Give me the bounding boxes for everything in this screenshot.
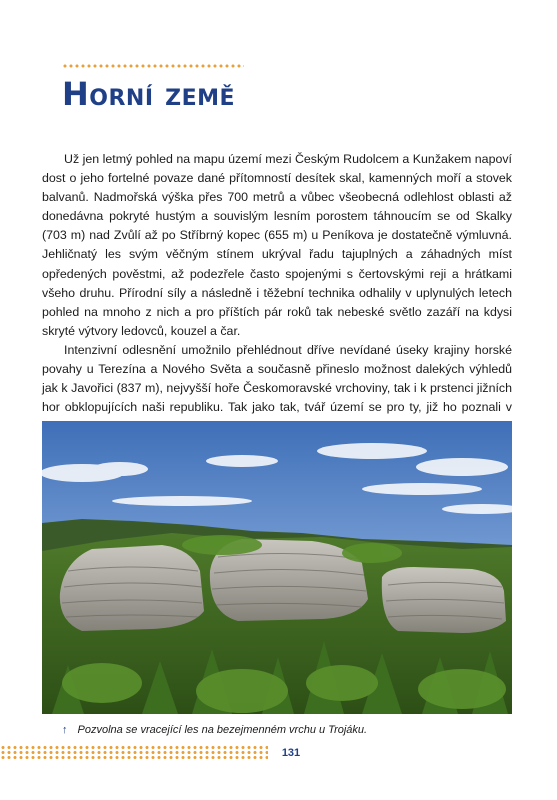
chapter-heading: Horní země bbox=[62, 75, 236, 113]
photo-caption bbox=[62, 723, 522, 737]
paragraph-2: Intenzivní odlesnění umožnilo přehlédnout dříve nevídané úseky krajiny horské povahy u Terezína a Nového Světa a současně přineslo možnost dalekých výhledů jak k Javořici (837 m), nejvyšší hoře Českomoravské vrchoviny, tak i k prstenci jižních hor obklopujících naši republiku. Tak jako tak, tvář území se pro ty, již ho poznali v bbox=[42, 342, 512, 415]
up-arrow-icon: ↑ bbox=[62, 724, 68, 736]
caption-text: Pozvolna se vracející les na bezejmenném vrchu u Trojáku. bbox=[77, 724, 368, 736]
landscape-photo bbox=[42, 421, 512, 714]
decorative-dot-pattern-bottom bbox=[0, 745, 268, 761]
decorative-dot-rule-top bbox=[62, 64, 244, 68]
body-text bbox=[42, 150, 512, 436]
page-number: 131 bbox=[281, 747, 301, 759]
paragraph-1: Už jen letmý pohled na mapu území mezi Českým Rudolcem a Kunžakem napoví dost o jeho fortelné povaze dané přítomností desítek skal, kamenných moří a stovek balvanů. Nadmořská výška přes 700 metrů a vůbec všeobecná odlehlost oblasti až donedávna pokryté hustým a souvislým lesním porostem táhnoucím se od Skalky (703 m) nad Zvůlí až po Stříbrný kopec (655 m) u Peníkova je dostatečně výmluvná. Jehličnatý les svým věčným stínem ukrýval řadu tajuplných a záhadných míst opředených pověstmi, až podezřele často spojenými s čertovskými reji a hrátkami všeho druhu. Přírodní síly a následně i těžební technika odhalily v uplynulých letech pohled na mnoho z nich a pro příštích pár roků tak nebeské světlo zazáří na kdysi skryté výtvory ledovců, kouzel a čar. bbox=[42, 152, 512, 338]
